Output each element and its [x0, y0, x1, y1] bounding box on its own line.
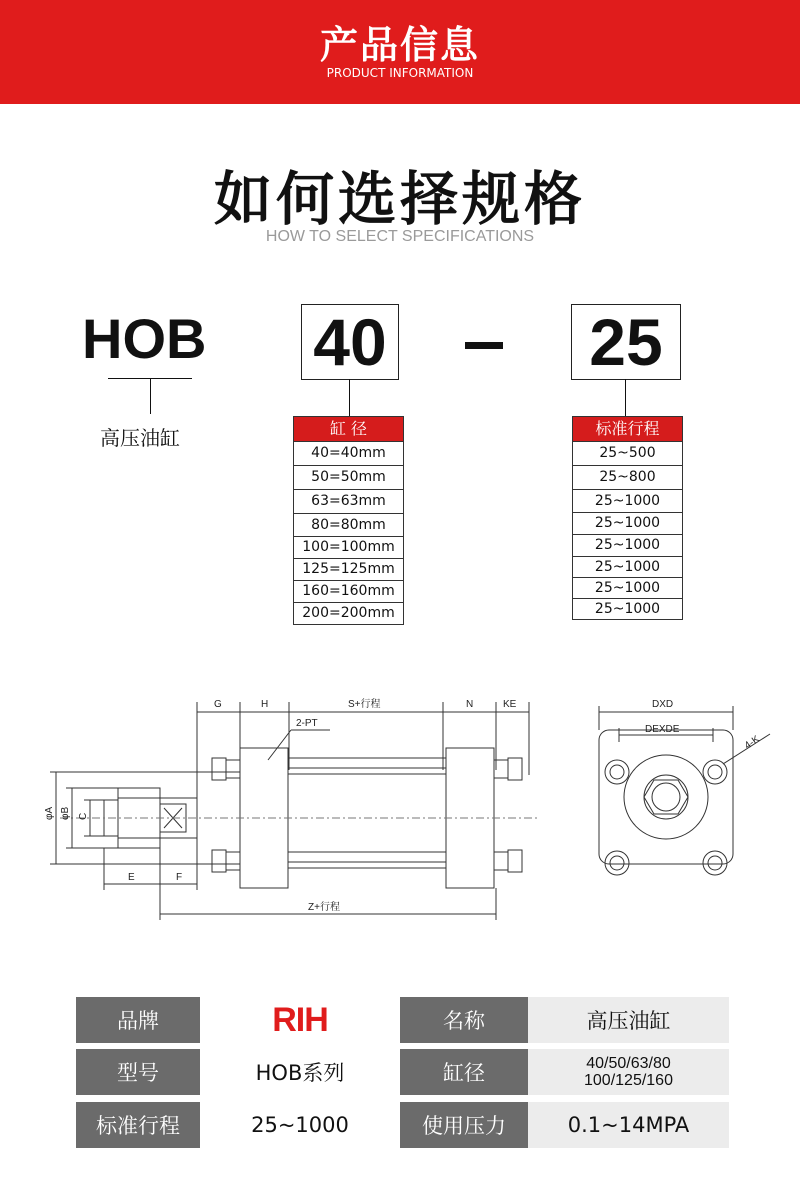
dim-e: E [128, 872, 135, 883]
spec-key-model: 型号 [76, 1049, 200, 1095]
bore-option: 50=50mm [294, 465, 403, 489]
dim-h: H [261, 699, 269, 710]
brand-logo: RIH [272, 1000, 328, 1039]
bore-option: 100=100mm [294, 536, 403, 558]
stroke-option: 25~500 [573, 441, 682, 465]
banner-subtitle: PRODUCT INFORMATION [326, 66, 474, 80]
spec-row [76, 1102, 729, 1148]
stroke-option: 25~1000 [573, 489, 682, 512]
model-series: HOB [82, 307, 207, 370]
bore-option: 200=200mm [294, 602, 403, 624]
dim-n: N [466, 699, 474, 710]
dim-ke: KE [503, 699, 517, 710]
header-banner [0, 0, 800, 104]
bore-option: 160=160mm [294, 580, 403, 602]
spec-value-bore [528, 1049, 729, 1095]
stroke-code-box: 25 [571, 304, 681, 380]
bore-option: 40=40mm [294, 441, 403, 465]
stroke-options-table [572, 416, 683, 620]
bore-options-table [293, 416, 404, 625]
bore-connector [349, 379, 350, 416]
stroke-option: 25~1000 [573, 512, 682, 534]
bore-option: 63=63mm [294, 489, 403, 513]
section-title: 如何选择规格 [213, 165, 586, 233]
model-connector [150, 378, 151, 414]
stroke-table-header: 标准行程 [573, 417, 682, 441]
dim-k: 4-K [742, 733, 762, 752]
dim-c: C [78, 812, 89, 820]
dim-dexde: DEXDE [645, 724, 680, 735]
spec-value-model: HOB系列 [200, 1049, 400, 1095]
dim-pt: 2-PT [296, 718, 318, 729]
code-separator [465, 342, 503, 349]
stroke-option: 25~1000 [573, 598, 682, 619]
cylinder-drawing [0, 680, 800, 940]
spec-value-name: 高压油缸 [528, 997, 729, 1043]
dim-a: φA [44, 806, 55, 820]
bore-table-header: 缸 径 [294, 417, 403, 441]
dim-dxd: DXD [652, 699, 674, 710]
spec-key-stroke: 标准行程 [76, 1102, 200, 1148]
bore-option: 80=80mm [294, 513, 403, 536]
spec-key-pressure: 使用压力 [400, 1102, 528, 1148]
bore-code-box: 40 [301, 304, 399, 380]
stroke-option: 25~1000 [573, 534, 682, 556]
bore-values-line2: 100/125/160 [584, 1072, 673, 1089]
spec-value-stroke: 25~1000 [200, 1102, 400, 1148]
spec-row [76, 1049, 729, 1095]
spec-value-brand [200, 997, 400, 1043]
spec-value-pressure: 0.1~14MPA [528, 1102, 729, 1148]
bore-values-line1: 40/50/63/80 [586, 1055, 671, 1072]
bore-option: 125=125mm [294, 558, 403, 580]
dim-b: φB [60, 806, 71, 820]
dim-f: F [176, 872, 183, 883]
spec-key-brand: 品牌 [76, 997, 200, 1043]
spec-key-name: 名称 [400, 997, 528, 1043]
stroke-option: 25~1000 [573, 556, 682, 577]
banner-title: 产品信息 [319, 23, 480, 67]
model-series-label: 高压油缸 [100, 426, 180, 450]
stroke-option: 25~1000 [573, 577, 682, 598]
stroke-option: 25~800 [573, 465, 682, 489]
section-subtitle: HOW TO SELECT SPECIFICATIONS [265, 228, 535, 245]
spec-row [76, 997, 729, 1043]
dim-g: G [214, 699, 222, 710]
stroke-connector [625, 379, 626, 416]
spec-key-bore: 缸径 [400, 1049, 528, 1095]
dim-z: Z+行程 [308, 902, 340, 913]
dim-s: S+行程 [348, 699, 381, 710]
